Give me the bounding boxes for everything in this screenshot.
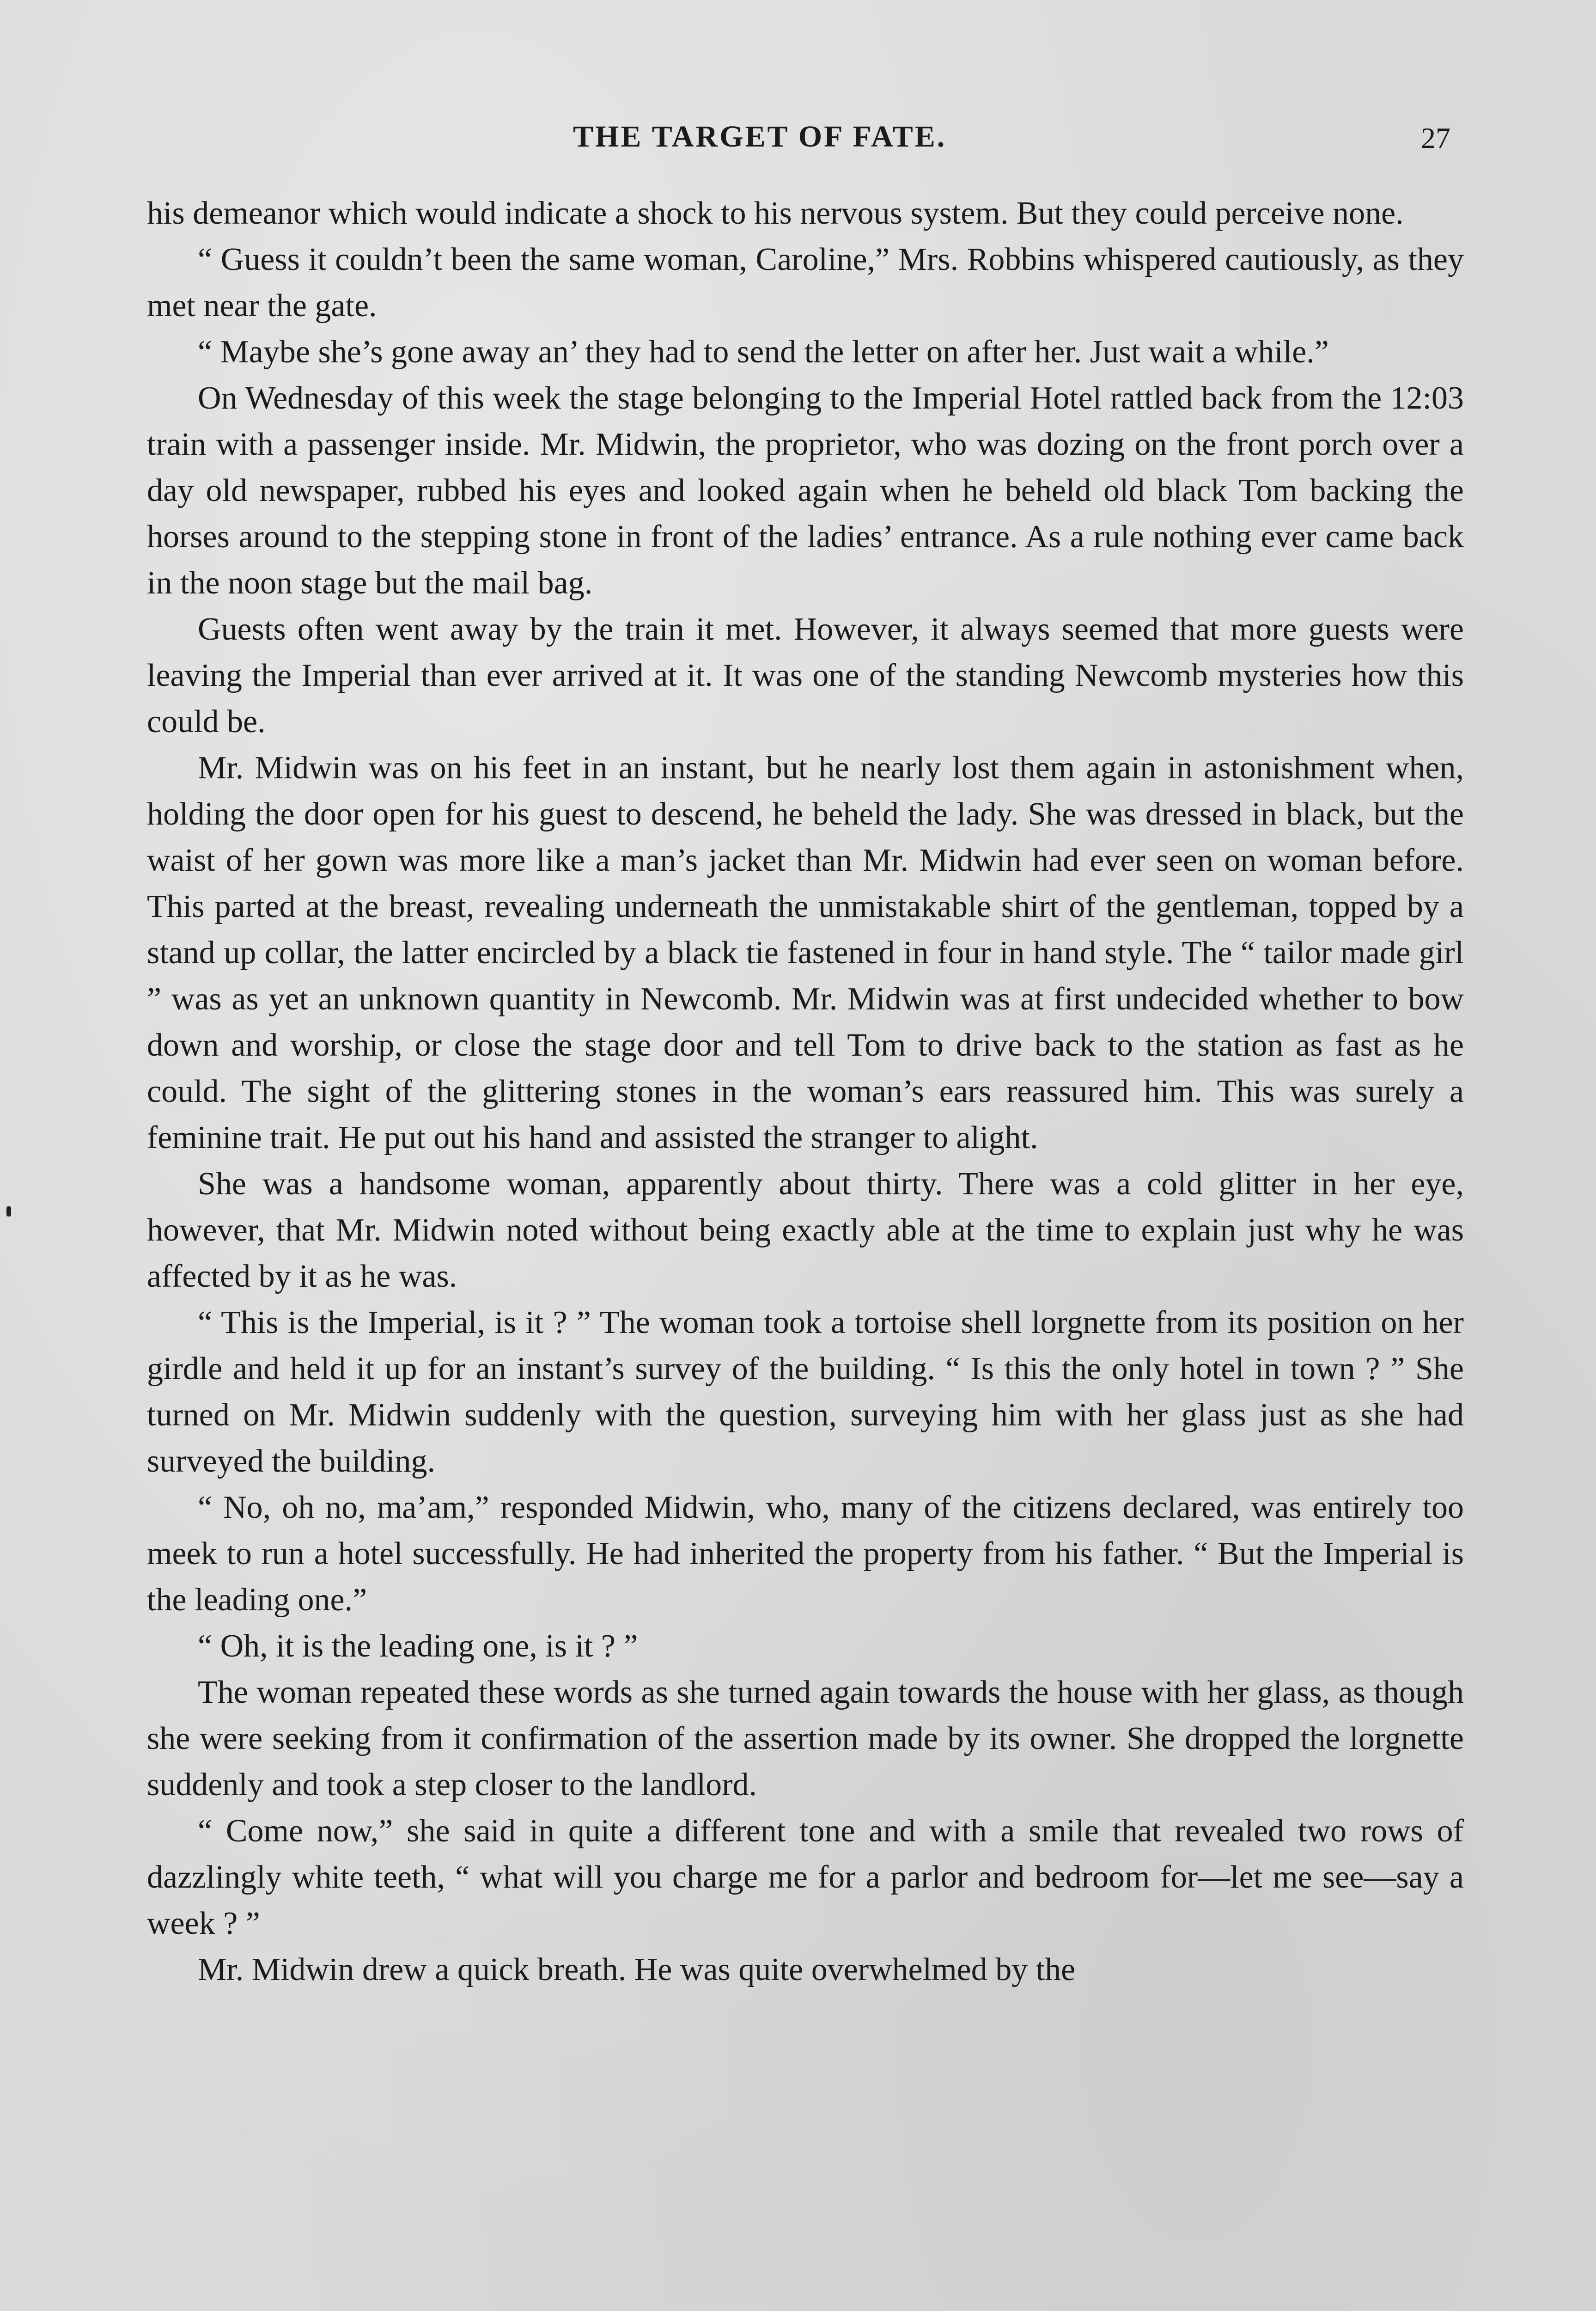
paragraph: his demeanor which would indicate a shock to his nervous system. But they could perceive none. — [147, 196, 1404, 231]
paragraph: “ No, oh no, ma’am,” responded Midwin, who, many of the citizens declared, was entirely too meek to run a hotel successfully. He had inherited the property from his father. “ But the Imperial is the leading one.” — [147, 1490, 1464, 1618]
paragraph: On Wednesday of this week the stage belonging to the Imperial Hotel rattled back from the 12:03 train with a passenger inside. Mr. Midwin, the proprietor, who was dozing on the front porch over a day old newspaper, rubbed his eyes and looked again when he beheld old black Tom backing the horses around to the stepping stone in front of the ladies’ entrance. As a rule nothing ever came back in the noon stage but the mail bag. — [147, 380, 1464, 601]
paragraph: The woman repeated these words as she turned again towards the house with her glass, as though she were seeking from it confirmation of the assertion made by its owner. She dropped the lorgnette suddenly and took a step closer to the landlord. — [147, 1675, 1464, 1803]
paragraph: Guests often went away by the train it met. However, it always seemed that more guests were leaving the Imperial than ever arrived at it. It was one of the standing Newcomb mysteries how this could be. — [147, 611, 1464, 740]
paragraph: “ Guess it couldn’t been the same woman, Caroline,” Mrs. Robbins whispered cautiously, as they met near the gate. — [147, 242, 1464, 324]
paragraph: “ Maybe she’s gone away an’ they had to send the letter on after her. Just wait a while.” — [198, 334, 1329, 370]
paragraph: “ Oh, it is the leading one, is it ? ” — [198, 1628, 638, 1664]
paragraph: She was a handsome woman, apparently about thirty. There was a cold glitter in her eye, however, that Mr. Midwin noted without being exactly able at the time to explain just why he was affected by it as he was. — [147, 1166, 1464, 1294]
paragraph: Mr. Midwin was on his feet in an instant, but he nearly lost them again in astonishment when, holding the door open for his guest to descend, he beheld the lady. She was dressed in black, but the waist of her gown was more like a man’s jacket than Mr. Midwin had ever seen on woman before. This parted at the breast, revealing underneath the unmistakable shirt of the gentleman, topped by a stand up collar, the latter encircled by a black tie fastened in four in hand style. The “ tailor made girl ” was as yet an unknown quantity in Newcomb. Mr. Midwin was at first undecided whether to bow down and worship, or close the stage door and tell Tom to drive back to the station as fast as he could. The sight of the glittering stones in the woman’s ears reassured him. This was surely a feminine trait. He put out his hand and assisted the stranger to alight. — [147, 750, 1464, 1156]
paragraph: “ This is the Imperial, is it ? ” The woman took a tortoise shell lorgnette from its position on her girdle and held it up for an instant’s survey of the building. “ Is this the only hotel in town ? ” She turned on Mr. Midwin suddenly with the question, surveying him with her glass just as she had surveyed the building. — [147, 1305, 1464, 1479]
running-title: THE TARGET OF FATE. — [573, 120, 947, 153]
paragraph: Mr. Midwin drew a quick breath. He was quite overwhelmed by the — [198, 1952, 1076, 1987]
body-text — [147, 190, 1464, 1993]
page-number: 27 — [1421, 122, 1450, 154]
ink-smudge — [6, 1206, 11, 1217]
paragraph: “ Come now,” she said in quite a different tone and with a smile that revealed two rows of dazzlingly white teeth, “ what will you charge me for a parlor and bedroom for—let me see—say a week ? ” — [147, 1813, 1464, 1941]
